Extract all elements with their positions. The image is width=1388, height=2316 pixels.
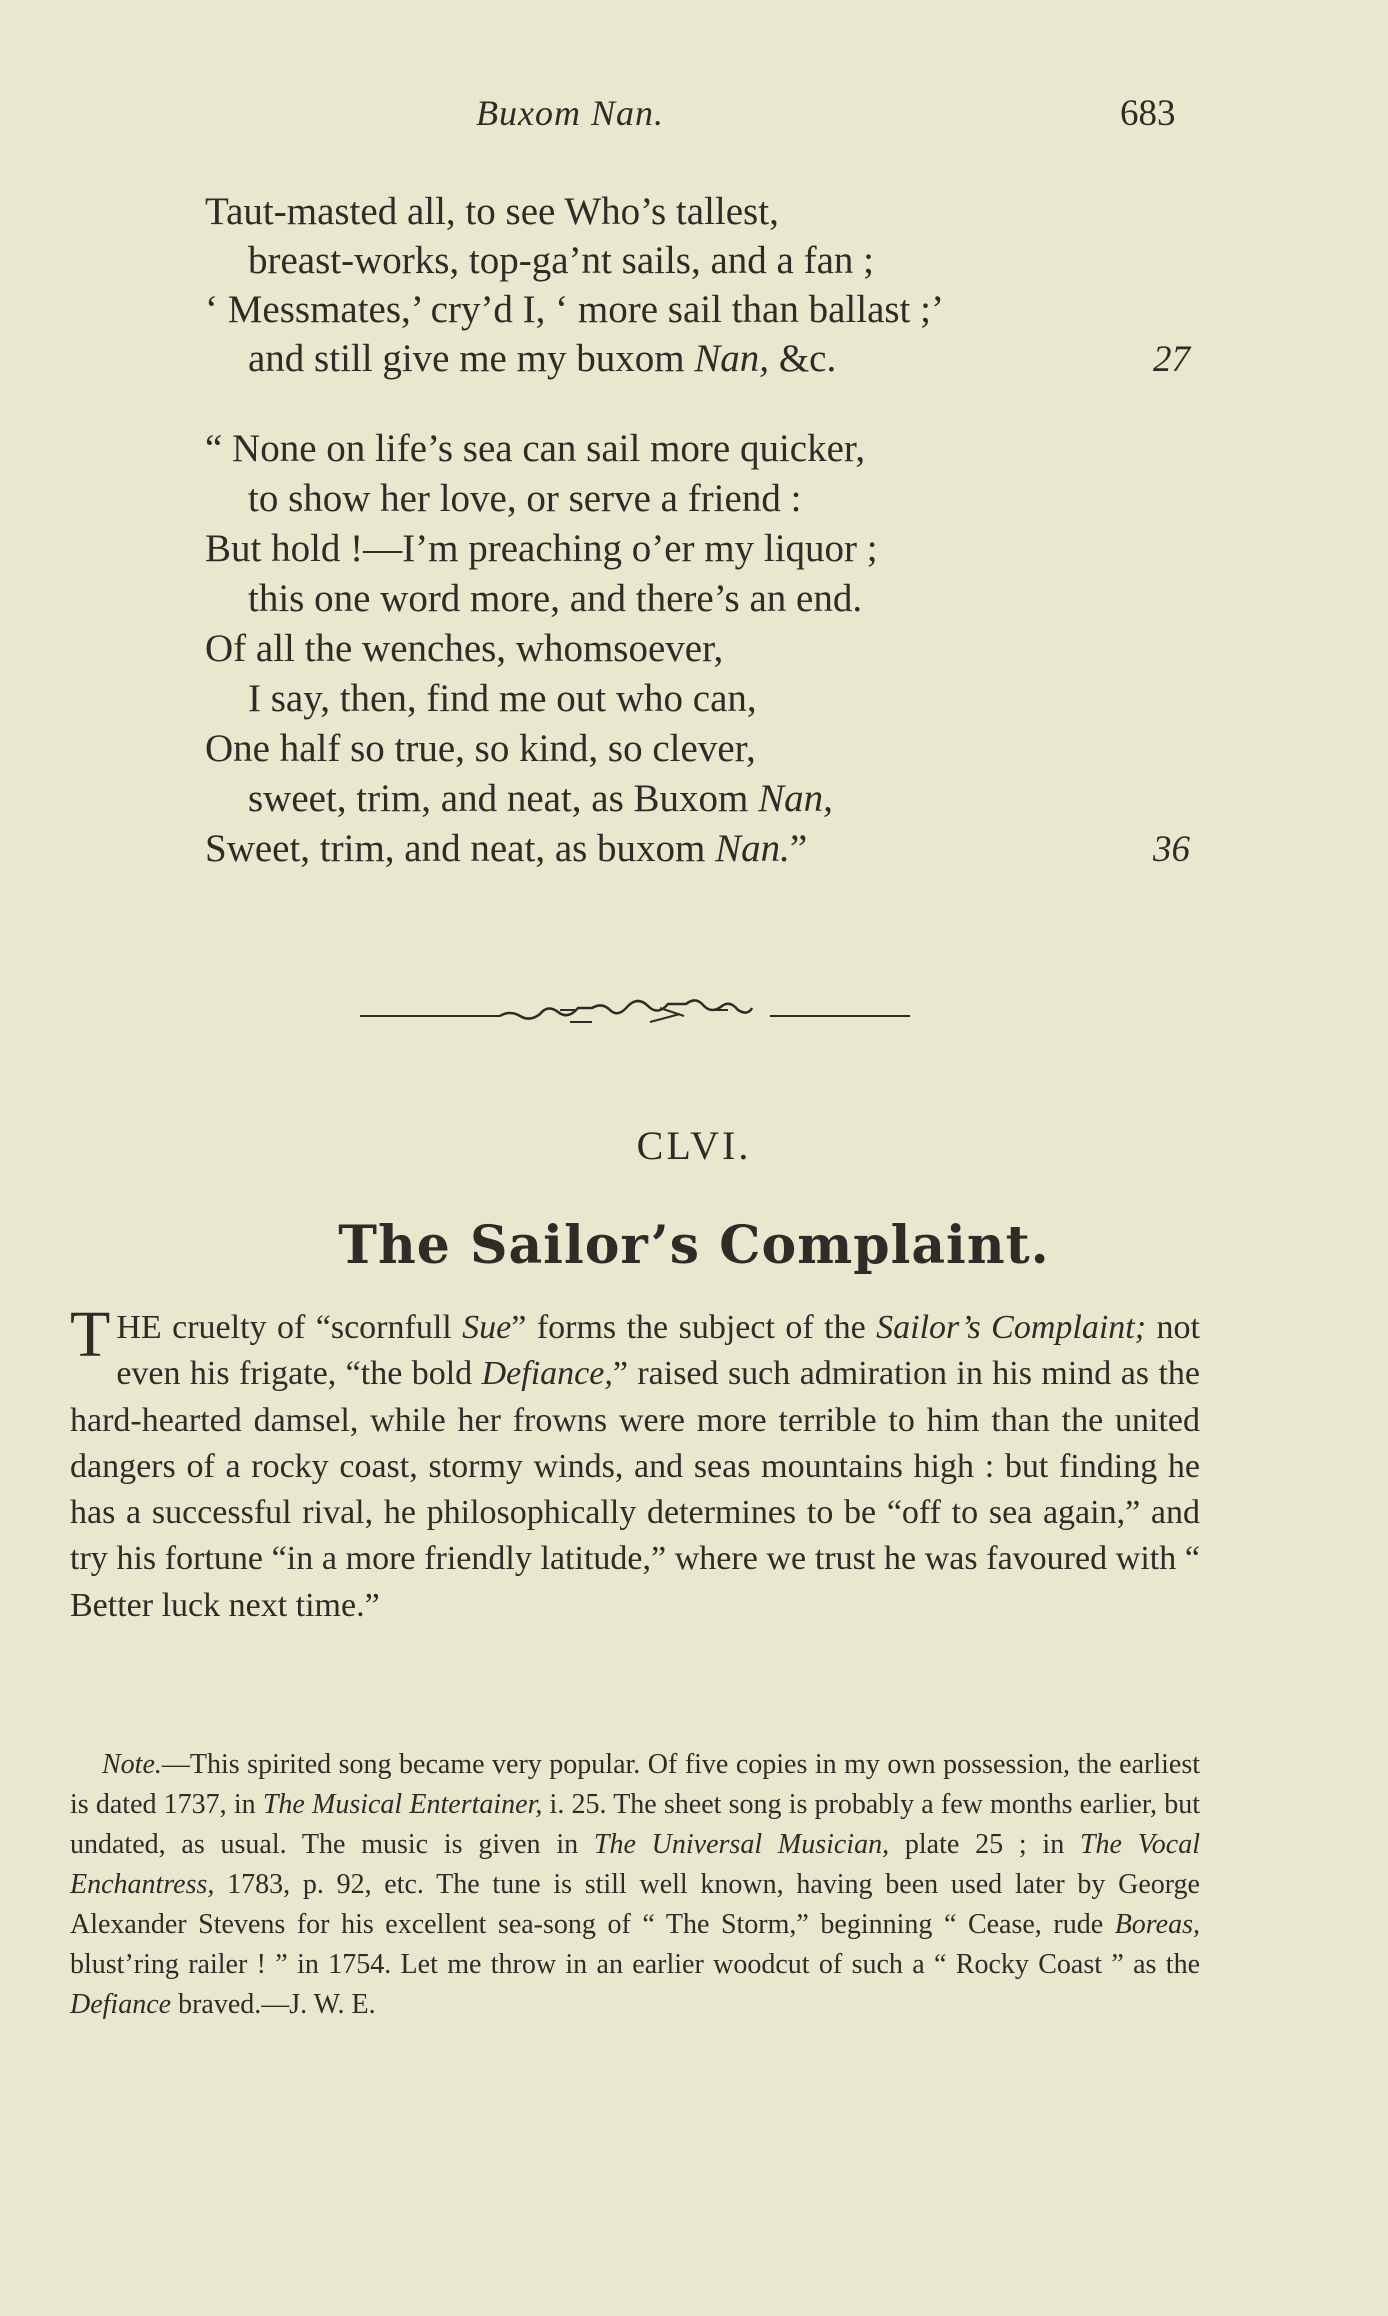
drop-cap: T <box>70 1298 111 1371</box>
verse-line: to show her love, or serve a friend : <box>248 477 802 520</box>
verse-line: and still give me my buxom Nan, &c. <box>248 337 837 380</box>
verse-line: breast-works, top-ga’nt sails, and a fan ; <box>248 239 874 282</box>
decorative-divider-icon <box>360 996 910 1036</box>
verse-line: I say, then, find me out who can, <box>248 677 757 720</box>
editor-note: Note.—This spirited song became very popular. Of five copies in my own possession, the earliest is dated 1737, in The Musical Entertainer, i. 25. The sheet song is probably a few months earlier, but undated, as usual. The music is given in The Universal Musician, plate 25 ; in The Vocal Enchantress, 1783, p. 92, etc. The tune is still well known, having been used later by George Alexander Stevens for his excellent sea-song of “ The Storm,” beginning “ Cease, rude Boreas, blust’ring railer ! ” in 1754. Let me throw in an earlier woodcut of such a “ Rocky Coast ” as the Defiance braved.—J. W. E. <box>70 1749 1200 2020</box>
page-number: 683 <box>1120 93 1176 134</box>
verse-line: Sweet, trim, and neat, as buxom Nan.” <box>205 827 808 870</box>
verse-line: sweet, trim, and neat, as Buxom Nan, <box>248 777 833 820</box>
chapter-number: CLVI. <box>636 1123 752 1168</box>
verse-line: ‘ Messmates,’ cry’d I, ‘ more sail than ballast ;’ <box>205 288 944 331</box>
verse-line: Taut-masted all, to see Who’s tallest, <box>205 190 779 233</box>
note-lead: Note. <box>102 1749 162 1780</box>
verse-line: But hold !—I’m preaching o’er my liquor ; <box>205 527 878 570</box>
verse-line: this one word more, and there’s an end. <box>248 577 863 620</box>
verse-line: One half so true, so kind, so clever, <box>205 727 756 770</box>
chapter-title: The Sailor’s Complaint. <box>338 1215 1050 1276</box>
verse-line: “ None on life’s sea can sail more quicker, <box>205 427 866 470</box>
verse-line: Of all the wenches, whomsoever, <box>205 627 724 670</box>
line-number: 36 <box>1153 829 1190 870</box>
running-title: Buxom Nan. <box>476 93 664 133</box>
page-header <box>0 92 1388 142</box>
line-number: 27 <box>1153 339 1190 380</box>
intro-paragraph: THE cruelty of “scornfull Sue” forms the subject of the Sailor’s Complaint; not even his frigate, “the bold Defiance,” raised such admiration in his mind as the hard-hearted damsel, while her frowns were more terrible to him than the united dangers of a rocky coast, stormy winds, and seas mountains high : but finding he has a successful rival, he philosophically determines to be “off to sea again,” and try his fortune “in a more friendly latitude,” where we trust he was favoured with “ Better luck next time.” <box>70 1298 1200 1624</box>
